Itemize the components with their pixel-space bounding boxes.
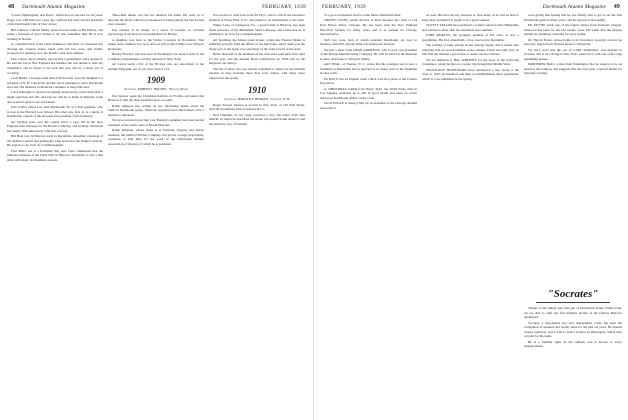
paragraph: Dr. Harold Foster, whose home is in Cleveland, recently received an honorary degree from Western Reserve University.: [524, 37, 622, 47]
paragraph: Ralph Simpson has written us two interesting letters about the Stafford Dartmouth group, which he organized and which meets once a month for luncheon.: [108, 103, 204, 117]
class-secretary: Secretary, HAROLD P. HINMAN · Concord, N. H.: [224, 96, 290, 101]
magazine-title: Dartmouth Alumni Magazine: [22, 4, 86, 10]
column-3: [209, 13, 305, 417]
paragraph: Pop Chaney is in charge of a series of lectures on wartime psychology at the Red Cross headquarters in Boston.: [108, 27, 204, 37]
column-2: [108, 13, 204, 417]
paragraph: The retiring of some among us has already begun, and it seems only yesterday that we were freshmen on the campus. Those who still carry on will find the reunion a good time to renew old associations.: [422, 42, 519, 57]
paragraph: We have word that the son of CARL RANDALL was married in October, and is now living in New York, where he is with one of the large publishing houses.: [524, 47, 622, 61]
issue-date: FEBRUARY, 1939: [262, 4, 306, 10]
paragraph: Better than half of the members of the class have paid their class dues for the year, and the Alumni Fund contribution for 1939 will be the largest in our history.: [209, 52, 305, 66]
paragraph: Larry Kittredge is reported as getting along nicely on the farm after a slight operation last fall, and says he will be at home in Reunion week and would be glad to see old friends.: [7, 90, 103, 104]
paragraph: Fred Mills' son is a freshman this year. Fred commented that the initiation banquet of the Theta Delt in Hanover, December 3, was a fine affair with many old members present.: [7, 148, 103, 162]
column-1: [7, 13, 103, 417]
paragraph: JOHN MORLEY, the youngest member of the class, is now a grandfather. His first grandchild, a boy, was born in December.: [422, 32, 519, 42]
paragraph: Art Lewis sends a list of the 38 men who are subscribers to the Alumni Magazine out of our class total of 134.: [108, 62, 204, 71]
paragraph: Jack Clark's oldest son, John Dartmouth '32, is a Yale graduate, who is now at the Harvard Law School. His other son, Jack Jr., is a junior at Dartmouth, captain of the ski team and president of his fraternity.: [7, 105, 103, 119]
paragraph: Walter Lane, of Johnstown, Pa., a good friend of Hanover, has been made secretary of the Bethlehem Steel Company, and writes that he is planning to be back for Commencement.: [209, 22, 305, 37]
socrates-heading: "Socrates": [547, 288, 599, 300]
column-5: [422, 13, 519, 417]
paragraph: Roger Stewart Jenness is located in New York, at 120 Wall Street, with the investment firm of Jenness & Co.: [209, 102, 305, 112]
paragraph: Socrates, a long-haired and very independent collie, has been the companion of students and faculty alike for the past six years. He attends classes regularly, and is said to prefer lectures in philosophy, which may account for his name.: [524, 320, 622, 339]
paragraph: Jim Spencer spent the Christmas holidays in Florida, and states that Hanover is still the most beautiful place on earth.: [108, 93, 204, 103]
class-year-heading: 1910: [248, 84, 266, 95]
paragraph: we sent. But now the big question is, how many of us will be able to keep those promises? It ought to be a great reunion.: [422, 13, 519, 22]
paragraph: MORTIMER HALL writes from Washington that he expects to be on hand for the reunion, and suggests that the class plan a special dinner for Saturday evening.: [524, 62, 622, 76]
paragraph: A communication from Dana Parkinson describes an extended trip through the western states, taken with his two sons, and further prospects for pushing on to the Pacific coast next summer.: [7, 42, 103, 56]
paragraph: Art Wyman goes over the course twice a year. He is the New England sales manager for the Brown Company, and recently celebrated his twenty-fifth anniversary with that concern.: [7, 119, 103, 133]
paragraph: PA DACY has an English setter which won first prize at the Eastern Dog Show.: [320, 76, 417, 86]
paragraph: Art Spalding, the Maine bond broker, writes that Eastern Maine is suffering severely from the effects of the hurricane, which destroyed the larger part of the apple crop and many of the older forests of the state.: [209, 37, 305, 51]
column-6: [524, 13, 622, 283]
paragraph: Cecil Butler, a foreign-trade man from Tacoma, says his daughter is a graduate of N. H. University and his son is planning to enter Dartmouth next fall. His business in Montreal continues to keep him busy.: [7, 75, 103, 90]
right-page-header: [322, 2, 620, 12]
paragraph: ART NEAL, of Trenton, N. J., writes that his youngest son is now a freshman at Dartmouth and is reported to be doing well on the freshman hockey team.: [320, 62, 417, 76]
page-number: 49: [613, 4, 620, 10]
paragraph: The list of those who are already scheduled to return for the thirtieth reunion in June includes more than forty names, with many more expected in the spring.: [209, 66, 305, 80]
paragraph: of a good red-headed and for some future Dartmouth man.: [324, 13, 402, 17]
class-year-heading: 1909: [147, 75, 165, 86]
paragraph: A daughter was born to the Walter Lovejoys in November. This makes three children, two boys and one girl, in this family, now living in Rochester.: [108, 37, 204, 51]
paragraph: were giving that feeling that he was finally able to get to see his first Dartmouth game in many years, and he enjoyed it thoroughly.: [524, 13, 622, 22]
magazine-title: Dartmouth Alumni Magazine: [542, 4, 606, 10]
paragraph: JACK ENGLE is doing a fine job as president of the Chicago Alumni Association.: [320, 101, 417, 110]
paragraph: Ned Chandler, of our class, received a very fine letter from Dan Merrill, in which he described his recent trip around South America and his return by way of Panama.: [209, 112, 305, 126]
left-page-header: [8, 2, 306, 12]
column-4: [320, 13, 417, 417]
socrates-article: [524, 306, 622, 416]
heading-divider: [536, 302, 610, 303]
paragraph: We have received word that Lew Bradley's daughter has been elected president of the senior class at Mount Holyoke.: [108, 118, 204, 127]
page-number: 48: [8, 4, 15, 10]
paragraph: Pete Cairns, out in Omaha, reports he's a grandfather since August 8. He sent his son in New England last summer but was unable to find any classmates, and he hopes to be back this year and do a better job of covering.: [7, 56, 103, 75]
paragraph: Bill Hale now in Hanover early in December, attending a meeting of the Alumni Council and getting the wing spread for the Winter Carnival. He expects to be back for Commencement.: [7, 134, 103, 148]
paragraph: Theta-Deli dinner, but did not mention his name. He went on to describe the affair, which he pronounced as being among the best he had ever attended.: [108, 13, 204, 27]
paragraph: We received a brief note from Ed Hoyt, who is still in the insurance business at Sioux Falls, S. D., and wishes to be remembered to the class.: [209, 13, 305, 22]
paragraph: "Lotus, Nightingales, and Poets," which he now has had for six years. Roger was with him four years ago. Gifford has been elected president of the Dartmouth Club of New Jersey.: [7, 13, 103, 27]
class-secretary: Secretary, ROBERT J. HOLMES · Bangor, Maine: [124, 87, 188, 92]
paragraph: We are indebted to HAL WHITNEY for the news of the following classmates, whom he met on a recent trip through the Middle West.: [422, 57, 519, 67]
paragraph: Barney Howard, who has been in Washington for several years in the Commerce Department, recently returned to New York.: [108, 52, 204, 61]
paragraph: SIDNEY LYONS, tennis devotee of three decades ago, lives at 134 East Moore Drive, Chicago. He has been with the New England Electrical System for many years and is at present its Chicago representative.: [320, 18, 417, 37]
paragraph: Ralph Simpson, whose home is at Portland, Oregon, and whose business, the Stafford Timber Company, has grown to large proportions, continues to find time for the work of the Dartmouth Alumni Association of Oregon, of which he is president.: [108, 128, 204, 146]
paragraph: A CHRISTMAS CARD from Harry Tyler, the Wells Fargo man in Los Angeles, indicates he is still in good health and takes an active interest in Dartmouth affairs on the coast.: [320, 86, 417, 100]
paragraph: Thanks to the timely and able pen of Dartmouth Senior Parker Paul, we are able to offer the first intimate picture of the famous Hanover quadruped.: [524, 306, 622, 320]
paragraph: Bill Johnson, with his family, spent several weeks at Bar Harbor, and sends a message of good wishes to all who remember him. He is now residing in Boston.: [7, 27, 103, 41]
paragraph: ED KETTIE sends one of his regular letters from Portland, Oregon, where he has been for the last twenty years. He writes that the Oregon alumni are planning a meeting for early spring.: [524, 22, 622, 37]
issue-date: FEBRUARY, 1939: [322, 4, 366, 10]
paragraph: We had a letter from DEAN ANDREWS, who is now vice-president of the Boston Manufacturing Company. He will be back for the Reunion in June, and hopes to bring his family.: [320, 47, 417, 61]
paragraph: He is a familiar sight on the campus, and is known to every undergraduate.: [524, 339, 622, 349]
paragraph: SCOTTY TAYLOR has purchased a country estate in New Hampshire and will move there after his retirement next summer.: [422, 22, 519, 32]
paragraph: Sid's two sons, both of whom attended Dartmouth, are now in business with him, and the elder was married in October.: [320, 37, 417, 47]
paragraph: SOCIOLOGY PROFESSORS have announced a new study of the class of 1910, its members and their accomplishments since graduation, which is to be published in the spring.: [422, 67, 519, 81]
